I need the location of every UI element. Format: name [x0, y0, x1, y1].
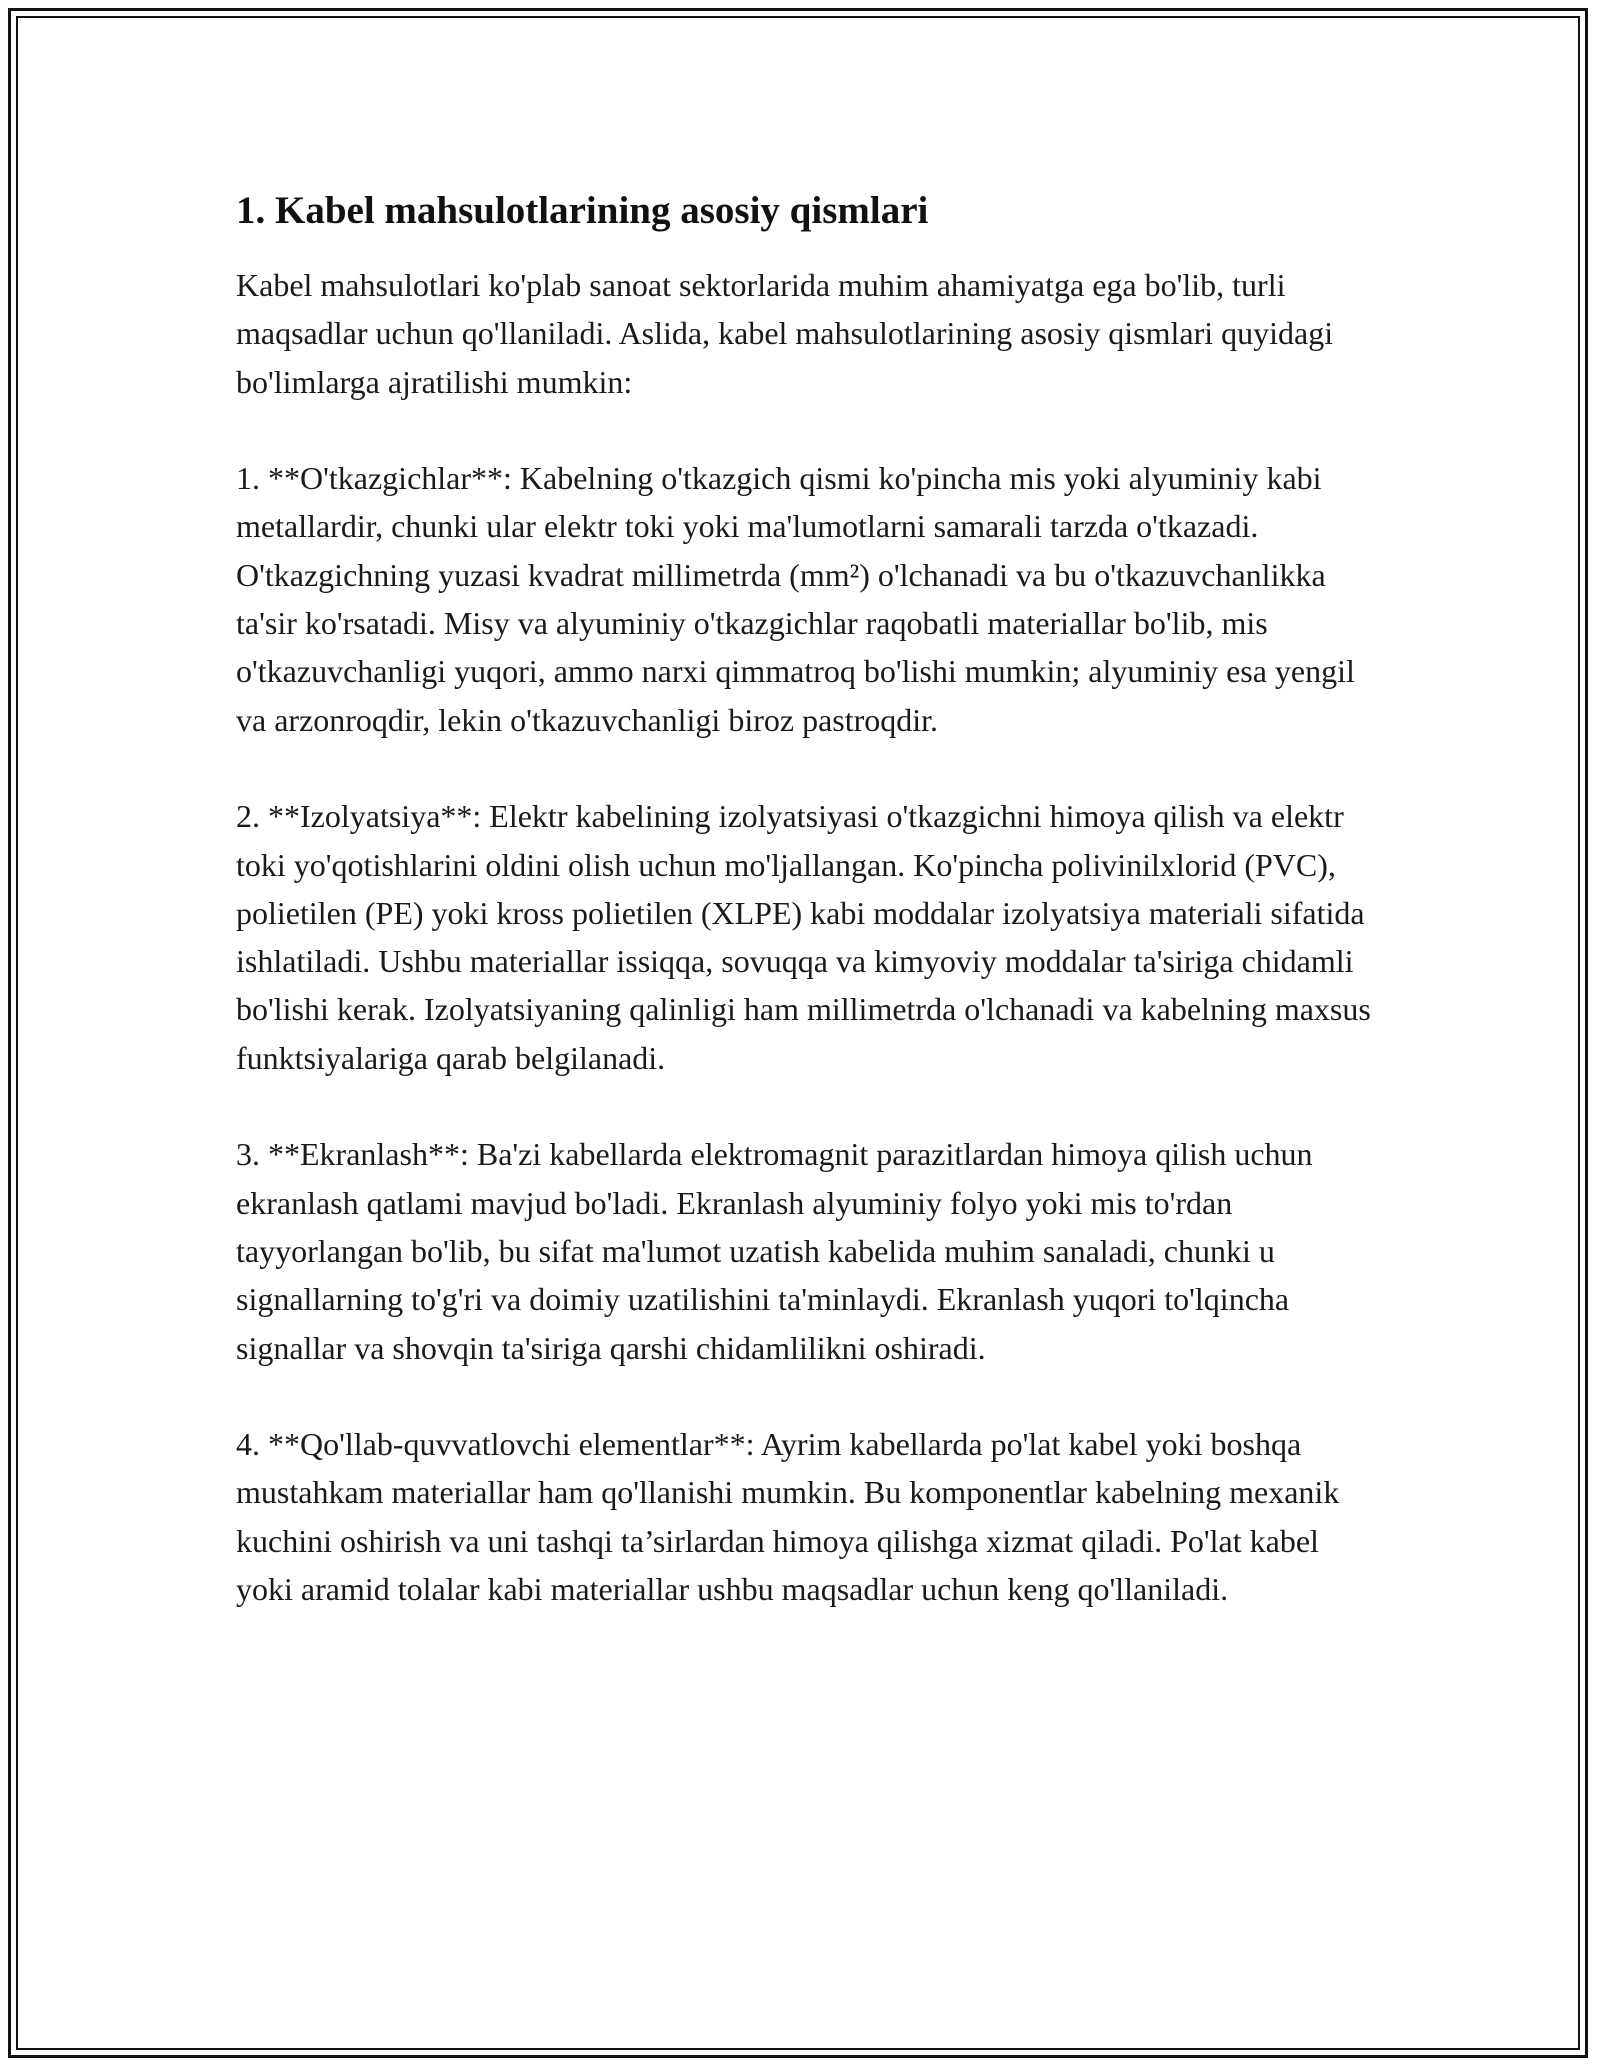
intro-paragraph: Kabel mahsulotlari ko'plab sanoat sektorlarida muhim ahamiyatga ega bo'lib, turli maqsadlar uchun qo'llaniladi. Aslida, kabel mahsulotlarining asosiy qismlari quyidagi bo'limlarga ajratilishi mumkin: [236, 267, 1334, 400]
paragraph-shielding: 3. **Ekranlash**: Ba'zi kabellarda elektromagnit parazitlardan himoya qilish uchun ekranlash qatlami mavjud bo'ladi. Ekranlash alyuminiy folyo yoki mis to'rdan tayyorlangan bo'lib, bu sifat ma'lumot uzatish kabelida muhim sanaladi, chunki u signallarning to'g'ri va doimiy uzatilishini ta'minlaydi. Ekranlash yuqori to'lqincha signallar va shovqin ta'siriga qarshi chidamlilikni oshiradi. [236, 1136, 1313, 1366]
page-title: 1. Kabel mahsulotlarining asosiy qismlari [236, 189, 929, 232]
paragraph-insulation: 2. **Izolyatsiya**: Elektr kabelining izolyatsiyasi o'tkazgichni himoya qilish va elektr toki yo'qotishlarini oldini olish uchun mo'ljallangan. Ko'pincha polivinilxlorid (PVC), polietilen (PE) yoki kross polietilen (XLPE) kabi moddalar izolyatsiya materiali sifatida ishlatiladi. Ushbu materiallar issiqqa, sovuqqa va kimyoviy moddalar ta'siriga chidamli bo'lishi kerak. Izolyatsiyaning qalinligi ham millimetrda o'lchanadi va kabelning maxsus funktsiyalariga qarab belgilanadi. [236, 798, 1371, 1076]
paragraph-conductors: 1. **O'tkazgichlar**: Kabelning o'tkazgich qismi ko'pincha mis yoki alyuminiy kabi metallardir, chunki ular elektr toki yoki ma'lumotlarni samarali tarzda o'tkazadi. O'tkazgichning yuzasi kvadrat millimetrda (mm²) o'lchanadi va bu o'tkazuvchanlikka ta'sir ko'rsatadi. Misy va alyuminiy o'tkazgichlar raqobatli materiallar bo'lib, mis o'tkazuvchanligi yuqori, ammo narxi qimmatroq bo'lishi mumkin; alyuminiy esa yengil va arzonroqdir, lekin o'tkazuvchanligi biroz pastroqdir. [236, 460, 1355, 738]
document-body [236, 185, 1376, 1662]
paragraph-support-elements: 4. **Qo'llab-quvvatlovchi elementlar**: Ayrim kabellarda po'lat kabel yoki boshqa mustahkam materiallar ham qo'llanishi mumkin. Bu komponentlar kabelning mexanik kuchini oshirish va uni tashqi ta’sirlardan himoya qilishga xizmat qiladi. Po'lat kabel yoki aramid tolalar kabi materiallar ushbu maqsadlar uchun keng qo'llaniladi. [236, 1426, 1340, 1608]
